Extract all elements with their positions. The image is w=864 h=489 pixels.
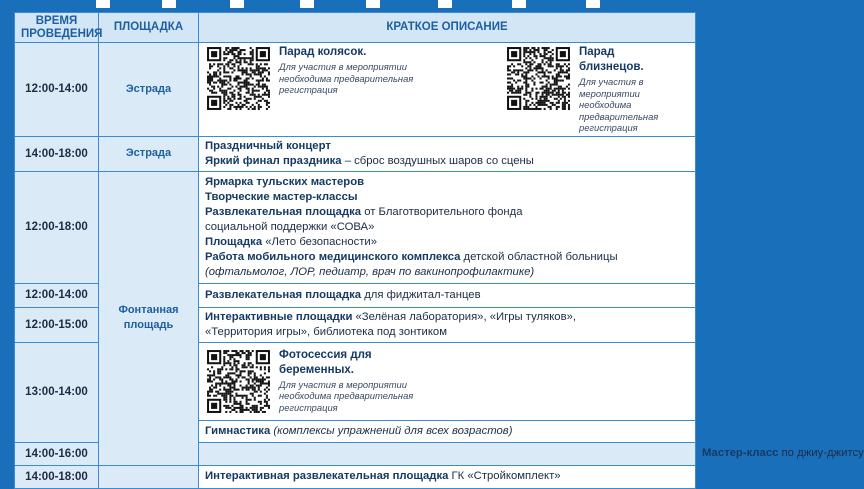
description-line: Работа мобильного медицинского комплекса детской областной больницы bbox=[205, 250, 618, 263]
table-row bbox=[15, 43, 696, 137]
time-cell: 12:00-14:00 bbox=[15, 283, 99, 307]
description-line: Творческие мастер-классы bbox=[205, 190, 358, 203]
time-cell: 12:00-14:00 bbox=[15, 43, 99, 137]
venue-cell bbox=[99, 465, 199, 488]
description-cell bbox=[199, 465, 696, 488]
time-cell: 12:00-18:00 bbox=[15, 171, 99, 283]
description-line: Интерактивные площадки «Зелёная лаборатория», «Игры туляков», bbox=[205, 310, 576, 323]
time-cell: 14:00-18:00 bbox=[15, 465, 99, 488]
description-cell bbox=[199, 136, 696, 171]
description-line: Развлекательная площадка для фиджитал-танцев bbox=[205, 288, 481, 301]
description-cell bbox=[199, 420, 696, 442]
description-line: Праздничный концерт bbox=[205, 139, 331, 152]
schedule-table bbox=[14, 12, 864, 489]
qr-code-icon[interactable] bbox=[205, 348, 272, 415]
qr-code-icon[interactable] bbox=[205, 45, 272, 112]
venue-cell: Эстрада bbox=[99, 43, 199, 137]
qr-item bbox=[505, 45, 679, 134]
time-cell: 13:00-14:00 bbox=[15, 342, 99, 442]
registration-note: Для участия в мероприятии необходима предварительная регистрация bbox=[279, 61, 414, 95]
description-line: (офтальмолог, ЛОР, педиатр, врач по вакинопрофилактике) bbox=[205, 265, 535, 278]
time-cell: 14:00-18:00 bbox=[15, 136, 99, 171]
event-title: Фотосессия для беременных. bbox=[279, 348, 372, 376]
qr-item bbox=[205, 348, 439, 415]
description-line: Гимнастика (комплексы упражнений для всех возрастов) bbox=[205, 424, 513, 437]
description-cell bbox=[199, 342, 696, 420]
header-row bbox=[15, 13, 696, 43]
description-cell bbox=[199, 307, 696, 342]
time-cell: 14:00-16:00 bbox=[15, 442, 99, 465]
description-cell bbox=[199, 171, 696, 283]
description-cell bbox=[199, 43, 696, 137]
table-row: 14:00-16:00 Мастер-класс по джиу-джитсу bbox=[15, 442, 696, 465]
description-line: Ярмарка тульских мастеров bbox=[205, 175, 365, 188]
table-row bbox=[15, 136, 696, 171]
title-band bbox=[0, 0, 700, 12]
description-line: социальной поддержки «СОВА» bbox=[205, 220, 375, 233]
qr-code-icon[interactable] bbox=[505, 45, 572, 112]
header-description: КРАТКОЕ ОПИСАНИЕ bbox=[199, 13, 696, 43]
description-line: Яркий финал праздника – сброс воздушных шаров со сцены bbox=[205, 154, 534, 167]
table-row bbox=[15, 465, 696, 488]
table-row bbox=[15, 171, 696, 283]
description-line: Площадка «Лето безопасности» bbox=[205, 235, 378, 248]
registration-note: Для участия в мероприятии необходима предварительная регистрация bbox=[279, 378, 414, 413]
event-title: Парад близнецов. bbox=[579, 46, 644, 73]
header-time: ВРЕМЯ ПРОВЕДЕНИЯ bbox=[15, 13, 99, 43]
venue-cell: Фонтанная площадь bbox=[99, 171, 199, 465]
event-title: Парад колясок. bbox=[279, 46, 367, 58]
registration-note: Для участия в мероприятии необходима предварительная регистрация bbox=[579, 76, 659, 133]
header-venue: ПЛОЩАДКА bbox=[99, 13, 199, 43]
description-line: Развлекательная площадка от Благотворительного фонда bbox=[205, 205, 523, 218]
description-line: «Территория игры», библиотека под зонтиком bbox=[205, 325, 447, 338]
qr-item bbox=[205, 45, 439, 134]
time-cell: 12:00-15:00 bbox=[15, 307, 99, 342]
venue-cell: Эстрада bbox=[99, 136, 199, 171]
venue-cell bbox=[199, 442, 696, 465]
description-cell bbox=[199, 283, 696, 307]
description-line: Интерактивная развлекательная площадка ГК «Стройкомплект» bbox=[205, 470, 561, 482]
